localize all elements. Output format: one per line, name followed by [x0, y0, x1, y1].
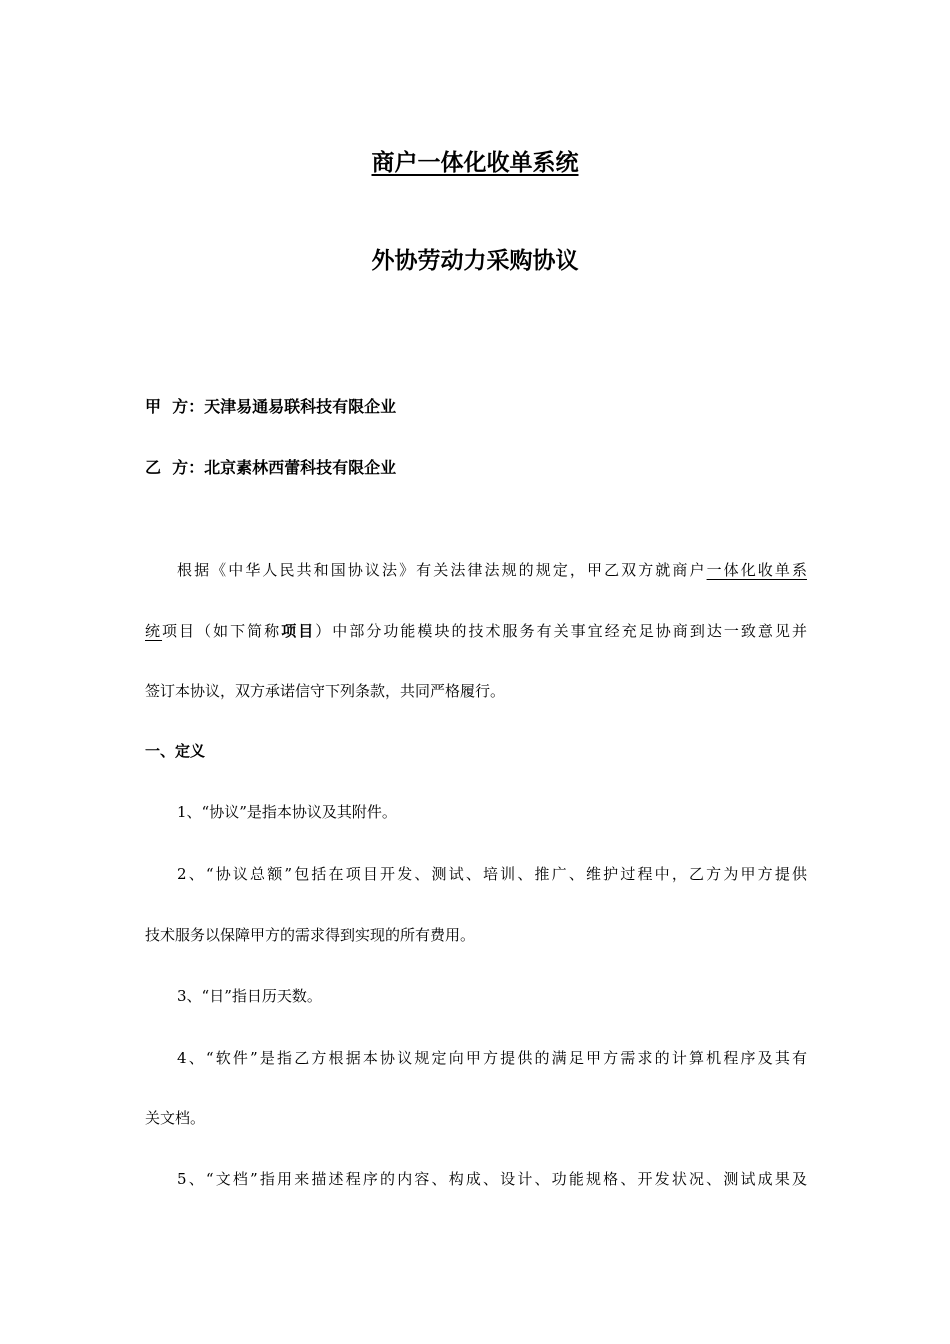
- document-title-text: 商户一体化收单系统: [371, 150, 579, 176]
- party-a: [145, 396, 396, 418]
- party-a-name: 天津易通易联科技有限企业: [204, 397, 397, 416]
- definition-item-5-line-1: 5、“文档”指用来描述程序的内容、构成、设计、功能规格、开发状况、测试成果及: [177, 1170, 807, 1188]
- project-name-underlined: 一体化收单系: [706, 561, 807, 579]
- preamble-line-2: [145, 620, 807, 642]
- party-b: [145, 457, 396, 479]
- preamble-text: ）中部分功能模块的技术服务有关事宜经充足协商到达一致意见并: [315, 622, 807, 640]
- section-heading-definitions: 一、定义: [145, 742, 206, 760]
- definition-item-4-line-1: 4、“软件”是指乙方根据本协议规定向甲方提供的满足甲方需求的计算机程序及其有: [177, 1049, 807, 1067]
- document-subtitle: 外协劳动力采购协议: [371, 248, 579, 274]
- preamble-text: 根据《中华人民共和国协议法》有关法律法规的规定，甲乙双方就商户: [177, 561, 707, 579]
- preamble-text: 项目（如下简称: [162, 622, 282, 640]
- preamble-line-3: 签订本协议，双方承诺信守下列条款，共同严格履行。: [145, 682, 506, 700]
- definition-item-2-line-2: 技术服务以保障甲方的需求得到实现的所有费用。: [145, 926, 476, 944]
- party-b-label: 乙 方：: [145, 458, 205, 477]
- preamble-line-1: [177, 559, 807, 581]
- project-term-bold: 项目: [281, 622, 316, 640]
- definition-item-3: 3、“日”指日历天数。: [177, 987, 322, 1005]
- definition-item-1: 1、“协议”是指本协议及其附件。: [177, 803, 397, 821]
- definition-item-2-line-1: 2、“协议总额”包括在项目开发、测试、培训、推广、维护过程中，乙方为甲方提供: [177, 865, 807, 883]
- definition-item-4-line-2: 关文档。: [145, 1109, 206, 1127]
- project-name-underlined-end: 统: [145, 622, 163, 640]
- party-b-name: 北京素林西蕾科技有限企业: [204, 458, 397, 477]
- document-title: [0, 148, 950, 178]
- party-a-label: 甲 方：: [145, 397, 205, 416]
